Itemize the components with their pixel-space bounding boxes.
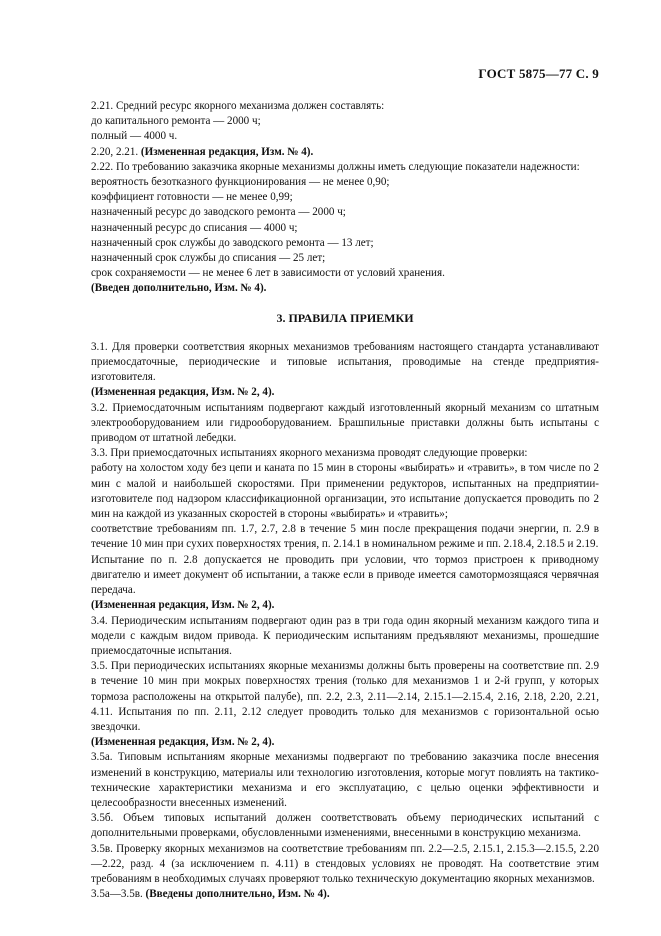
- paragraph: 3.5. При периодических испытаниях якорные механизмы должны быть проверены на соответствие пп. 2.9 в течение 10 мин при мокрых поверхностях трения (только для механизмов 1 и 2-й групп, у которых тормоза расположены на открытой палубе), пп. 2.2, 2.3, 2.11—2.14, 2.15.1—2.15.4, 2.16, 2.18, 2.20, 2.21, 4.11. Испытания по пп. 2.11, 2.12 следует проводить только для механизмов с горизонтальной осью звездочки.: [91, 660, 599, 733]
- amendment-note: [91, 145, 599, 160]
- paragraph: 3.4. Периодическим испытаниям подвергают один раз в три года один якорный механизм каждого типа и модели с каждым видом привода. К периодическим испытаниям предъявляют механизмы, прошедшие приемосдаточные испытания.: [91, 614, 599, 657]
- paragraph: назначенный ресурс до списания — 4000 ч;: [91, 221, 298, 234]
- amendment-note: (Введен дополнительно, Изм. № 4).: [91, 282, 267, 295]
- page-header: ГОСТ 5875—77 С. 9: [478, 66, 599, 81]
- amendment-note: (Измененная редакция, Изм. № 2, 4).: [91, 736, 275, 749]
- paragraph: полный — 4000 ч.: [91, 130, 178, 143]
- paragraph: 3.5б. Объем типовых испытаний должен соответствовать объему периодических испытаний с дополнительными проверками, обусловленными изменениями, внесенными в конструкцию механизма.: [91, 812, 599, 840]
- paragraph: 3.5в. Проверку якорных механизмов на соответствие требованиям пп. 2.2—2.5, 2.15.1, 2.15.3—2.15.5, 2.20—2.22, разд. 4 (за исключением п. 4.11) в стендовых условиях не проводят. На соответствие этим требованиям в необходимых случаях проверяют только техническую документацию якорных механизмов.: [91, 842, 599, 885]
- paragraph: 3.3. При приемосдаточных испытаниях якорного механизма проводят следующие проверки:: [91, 447, 528, 460]
- amendment-note: (Измененная редакция, Изм. № 2, 4).: [91, 386, 275, 399]
- paragraph: Испытание по п. 2.8 допускается не проводить при условии, что тормоз пристроен к приводному двигателю и имеет документ об испытании, а также если в приводе имеется самотормозящаяся червячная передача.: [91, 553, 599, 597]
- paragraph: назначенный срок службы до списания — 25 лет;: [91, 252, 326, 265]
- amendment-note: [91, 887, 599, 902]
- document-body: [91, 99, 599, 902]
- clause-ref: 2.20, 2.21.: [91, 145, 141, 158]
- paragraph: до капитального ремонта — 2000 ч;: [91, 115, 261, 128]
- paragraph: соответствие требованиям пп. 1.7, 2.7, 2.8 в течение 5 мин после прекращения подачи энергии, п. 2.9 в течение 10 мин при сухих поверхностях трения, п. 2.14.1 в номинальном режиме и пп. 2.18.4, 2.18.5 и 2.19.: [91, 523, 599, 551]
- amendment-text: (Измененная редакция, Изм. № 4).: [140, 145, 314, 158]
- paragraph: назначенный срок службы до заводского ремонта — 13 лет;: [91, 236, 374, 249]
- paragraph: 3.5а. Типовым испытаниям якорные механизмы подвергают по требованию заказчика после внесения изменений в конструкцию, материалы или технологию изготовления, которые могут повлиять на тактико-технические характеристики механизма и его эксплуатацию, с целью оценки эффективности и целесообразности внесенных изменений.: [91, 751, 599, 809]
- paragraph: назначенный ресурс до заводского ремонта — 2000 ч;: [91, 206, 346, 219]
- amendment-note: (Измененная редакция, Изм. № 2, 4).: [91, 599, 275, 612]
- paragraph: срок сохраняемости — не менее 6 лет в зависимости от условий хранения.: [91, 267, 445, 280]
- paragraph: работу на холостом ходу без цепи и каната по 15 мин в стороны «выбирать» и «травить», в том числе по 2 мин с малой и наибольшей скоростями. При применении редукторов, испытанных на предприятии-изготовителе под надзором классификационной организации, это испытание допускается проводить по 2 мин на каждой из указанных скоростей в стороны «выбирать» и «травить»;: [91, 462, 599, 521]
- paragraph: 2.22. По требованию заказчика якорные механизмы должны иметь следующие показатели надежности:: [91, 160, 580, 173]
- clause-ref: 3.5а—3.5в.: [91, 888, 146, 901]
- section-title: 3. ПРАВИЛА ПРИЕМКИ: [276, 310, 414, 325]
- amendment-text: (Введены дополнительно, Изм. № 4).: [145, 888, 330, 901]
- paragraph: 3.2. Приемосдаточным испытаниям подвергают каждый изготовленный якорный механизм со штатным электрооборудованием или гидрооборудованием. Брашпильные приставки должны быть испытаны с приводом от штатной лебедки.: [91, 401, 599, 445]
- paragraph: 2.21. Средний ресурс якорного механизма должен составлять:: [91, 100, 385, 112]
- paragraph: вероятность безотказного функционирования — не менее 0,90;: [91, 176, 390, 189]
- paragraph: 3.1. Для проверки соответствия якорных механизмов требованиям настоящего стандарта устанавливают приемосдаточные, периодические и типовые испытания, проводимые на стенде предприятия-изготовителя.: [91, 340, 599, 384]
- paragraph: коэффициент готовности — не менее 0,99;: [91, 191, 293, 204]
